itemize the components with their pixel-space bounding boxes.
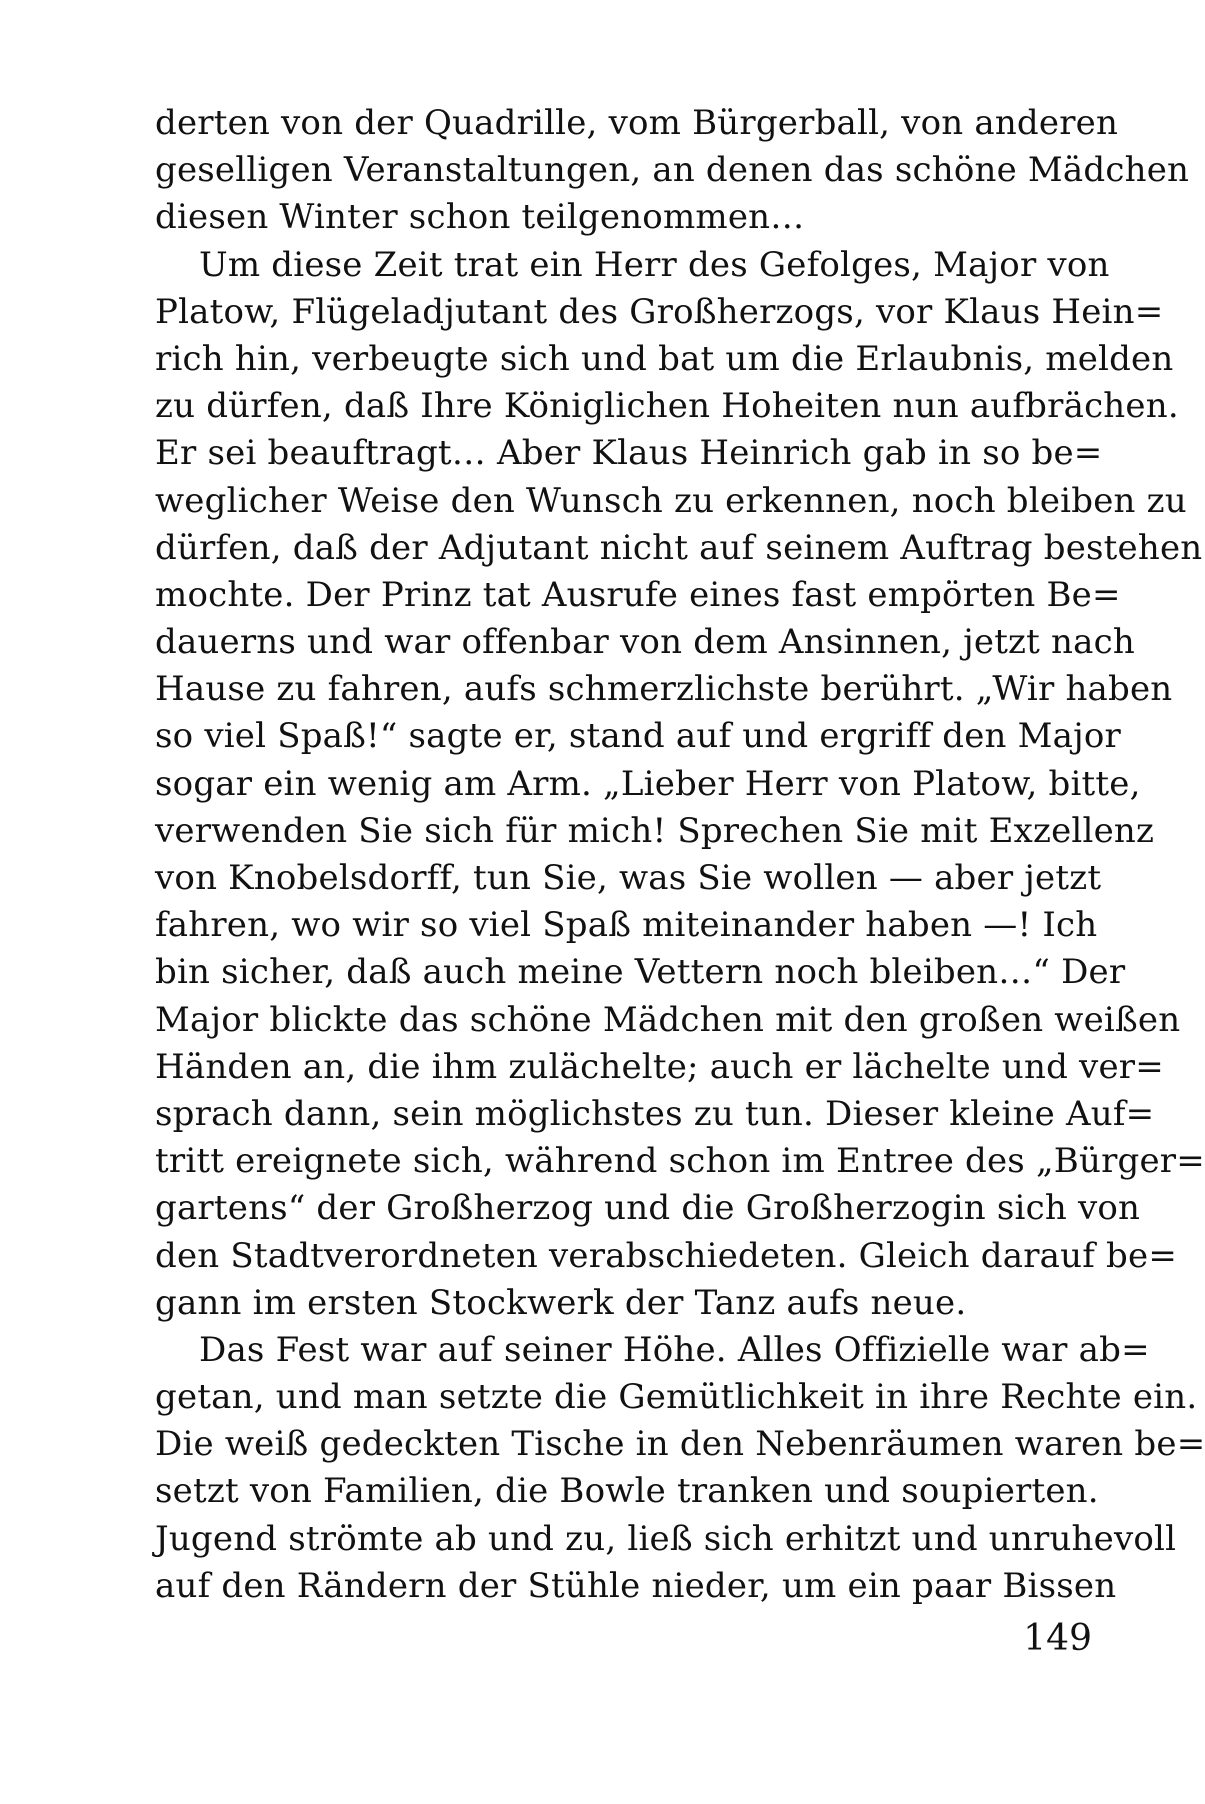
text-line: Platow, Flügeladjutant des Großherzogs, vor Klaus Hein= xyxy=(155,291,1164,332)
text-line: auf den Rändern der Stühle nieder, um ein paar Bissen xyxy=(155,1565,1117,1606)
text-line: getan, und man setzte die Gemütlichkeit in ihre Rechte ein. xyxy=(155,1377,1198,1418)
text-line: Um diese Zeit trat ein Herr des Gefolges, Major von xyxy=(199,244,1110,285)
text-line: dauerns und war offenbar von dem Ansinnen, jetzt nach xyxy=(155,622,1135,663)
text-line: Major blickte das schöne Mädchen mit den großen weißen xyxy=(155,999,1181,1040)
text-line: Das Fest war auf seiner Höhe. Alles Offizielle war ab= xyxy=(199,1329,1150,1370)
text-line: so viel Spaß!“ sagte er, stand auf und ergriff den Major xyxy=(155,716,1121,757)
text-line: Er sei beauftragt… Aber Klaus Heinrich gab in so be= xyxy=(155,433,1103,474)
text-line: den Stadtverordneten verabschiedeten. Gleich darauf be= xyxy=(155,1235,1178,1276)
text-line: setzt von Familien, die Bowle tranken und soupierten. xyxy=(155,1471,1099,1512)
text-line: sprach dann, sein möglichstes zu tun. Dieser kleine Auf= xyxy=(155,1093,1155,1134)
text-line: sogar ein wenig am Arm. „Lieber Herr von Platow, bitte, xyxy=(155,763,1141,804)
text-line: fahren, wo wir so viel Spaß miteinander haben —! Ich xyxy=(155,905,1098,946)
text-line: derten von der Quadrille, vom Bürgerball, von anderen xyxy=(155,103,1119,143)
text-line: gartens“ der Großherzog und die Großherzogin sich von xyxy=(155,1188,1141,1229)
text-line: von Knobelsdorff, tun Sie, was Sie wollen — aber jetzt xyxy=(155,858,1102,898)
text-line: rich hin, verbeugte sich und bat um die Erlaubnis, melden xyxy=(155,338,1174,379)
text-line: mochte. Der Prinz tat Ausrufe eines fast empörten Be= xyxy=(155,574,1121,615)
text-line: diesen Winter schon teilgenommen… xyxy=(155,197,805,238)
text-line: Händen an, die ihm zulächelte; auch er lächelte und ver= xyxy=(155,1046,1164,1087)
text-line: gann im ersten Stockwerk der Tanz aufs neue. xyxy=(155,1282,967,1323)
text-line: tritt ereignete sich, während schon im Entree des „Bürger= xyxy=(155,1141,1205,1182)
page-number: 149 xyxy=(1023,1618,1092,1659)
text-line: bin sicher, daß auch meine Vettern noch bleiben…“ Der xyxy=(155,952,1126,993)
text-line: geselligen Veranstaltungen, an denen das schöne Mädchen xyxy=(155,150,1190,191)
text-line: Hause zu fahren, aufs schmerzlichste berührt. „Wir haben xyxy=(155,669,1173,710)
text-line: Jugend strömte ab und zu, ließ sich erhitzt und unruhevoll xyxy=(155,1518,1177,1559)
text-line: verwenden Sie sich für mich! Sprechen Sie mit Exzellenz xyxy=(155,810,1155,851)
body-text xyxy=(155,100,1205,1610)
text-line: dürfen, daß der Adjutant nicht auf seinem Auftrag bestehen xyxy=(155,527,1203,568)
text-line: weglicher Weise den Wunsch zu erkennen, noch bleiben zu xyxy=(155,480,1187,521)
text-line: zu dürfen, daß Ihre Königlichen Hoheiten nun aufbrächen. xyxy=(155,386,1179,427)
text-line: Die weiß gedeckten Tische in den Nebenräumen waren be= xyxy=(155,1424,1205,1465)
